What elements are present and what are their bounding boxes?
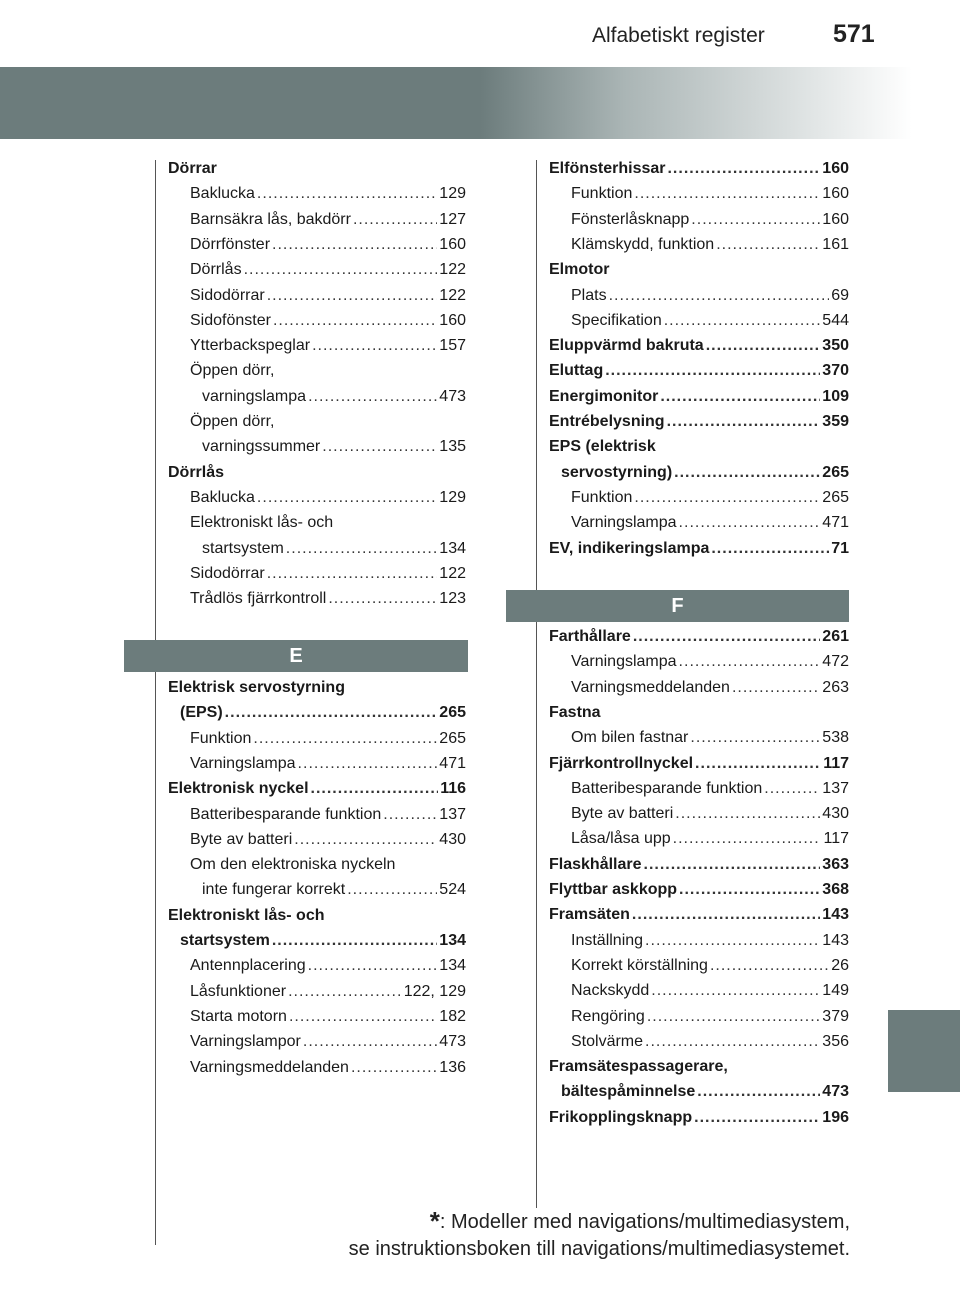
entry-term: Funktion [190,729,252,747]
page-ref: 472 [822,653,849,671]
page-ref: 143 [822,931,849,949]
sub-entry [571,512,849,534]
dot-leader [644,854,821,876]
dot-leader [351,1057,437,1079]
dot-leader [312,335,437,357]
page-ref: 137 [822,779,849,797]
entry-term: Baklucka [190,185,255,203]
page-ref: 370 [822,362,849,380]
page-ref: 430 [439,830,466,848]
page-ref: 160 [822,160,849,177]
sub-entry-lead: Om den elektroniska nyckeln [190,856,396,874]
sub-entry [190,804,466,826]
dot-leader [272,234,437,256]
dot-leader [645,1031,820,1053]
page-ref: 359 [822,413,849,430]
page-number: 571 [833,20,875,48]
page-ref: 69 [831,286,849,304]
footnote-line-2: se instruktionsboken till navigations/multimediasystemet. [348,1238,850,1260]
sub-entry [571,183,849,205]
entry-term: Plats [571,286,607,304]
sub-entry [202,386,466,408]
sub-entry-lead: Elektroniskt lås- och [190,514,334,532]
entry-term: Energimonitor [549,387,659,405]
entry-term: Eluppvärmd bakruta [549,337,704,355]
page-ref: 471 [439,754,466,772]
entry-term: Varningslampa [571,514,677,532]
sub-entry [571,310,849,332]
left-margin-rule [155,160,156,1245]
dot-leader [697,1081,820,1103]
entry-term: Framsäten [549,906,630,924]
entry-term: startsystem [180,932,270,949]
entry-heading: Elektrisk servostyrning [168,679,345,696]
page-ref: 430 [822,805,849,823]
sub-entry [190,753,466,775]
section-title: Alfabetiskt register [592,24,765,47]
sub-entry [202,879,466,901]
sub-entry [571,234,849,256]
sub-entry [571,803,849,825]
sub-entry [202,538,466,560]
dot-leader [764,778,820,800]
page-ref: 160 [822,210,849,228]
dot-leader [647,1006,820,1028]
page-ref: 134 [439,957,466,975]
entry-term: Flyttbar askkopp [549,881,678,898]
page-ref: 123 [439,590,466,608]
page-ref: 127 [439,210,466,228]
dot-leader [675,803,820,825]
dot-leader [286,538,438,560]
dot-leader [695,753,821,775]
page-ref: 143 [822,906,849,924]
entry-term: Dörrlås [190,261,242,279]
dot-leader [609,285,830,307]
sub-entry [190,183,466,205]
page-ref: 26 [831,956,849,974]
page-ref: 265 [822,488,849,506]
entry-term: Sidodörrar [190,286,265,304]
dot-leader [706,335,821,357]
entry-term: Varningsmeddelanden [571,678,730,696]
page-ref: 356 [822,1032,849,1050]
sub-entry [571,828,849,850]
sub-entry [190,1031,466,1053]
sub-entry [190,981,466,1003]
index-entry [561,462,849,484]
page-ref: 157 [439,337,466,355]
sub-entry [190,310,466,332]
dot-leader [732,677,820,699]
dot-leader [690,727,820,749]
entry-term: Specifikation [571,311,662,329]
page-ref: 160 [439,235,466,253]
footnote-line-1 [430,1206,850,1237]
sub-entry [571,778,849,800]
dot-leader [311,778,439,800]
entry-term: Inställning [571,931,644,949]
entry-heading: Fastna [549,703,601,721]
dot-leader [710,955,829,977]
index-entry [549,753,849,775]
dot-leader [267,563,438,585]
dot-leader [308,955,438,977]
index-entry [549,158,849,180]
entry-term: Byte av batteri [571,805,674,823]
index-entry [549,879,849,901]
page-ref: 265 [439,729,466,747]
dot-leader [273,310,437,332]
entry-heading: Elmotor [549,261,610,279]
dot-leader [651,980,820,1002]
sub-entry [190,487,466,509]
entry-term: Eluttag [549,362,604,380]
entry-term: Varningslampa [190,754,296,772]
entry-term: Stolvärme [571,1032,644,1050]
entry-term: Varningslampor [190,1033,301,1051]
index-entry [549,854,849,876]
page-ref: 117 [823,830,849,848]
sub-entry [190,588,466,610]
dot-leader [674,462,820,484]
page-ref: 160 [439,311,466,329]
entry-term: Nackskydd [571,982,650,1000]
dot-leader [303,1031,437,1053]
entry-term: Låsfunktioner [190,982,287,1000]
dot-leader [632,904,820,926]
entry-term: Dörrfönster [190,235,271,253]
index-entry [561,1081,849,1103]
dot-leader [253,728,437,750]
sub-entry [571,930,849,952]
sub-entry [190,234,466,256]
entry-term: Barnsäkra lås, bakdörr [190,210,351,228]
entry-heading: EPS (elektrisk [549,438,656,456]
entry-heading: Dörrar [168,160,217,177]
dot-leader [298,753,438,775]
sub-entry [571,651,849,673]
page-ref: 368 [822,881,849,898]
entry-term: Rengöring [571,1007,645,1025]
page-ref: 161 [822,235,849,253]
section-letter-e: E [124,640,468,672]
page-ref: 149 [822,982,849,1000]
dot-leader [667,158,820,180]
dot-leader [347,879,437,901]
dot-leader [679,879,820,901]
entry-term: Fjärrkontrollnyckel [549,754,694,772]
dot-leader [660,386,820,408]
dot-leader [225,702,438,724]
dot-leader [288,981,402,1003]
entry-term: Klämskydd, funktion [571,235,715,253]
page-ref: 544 [822,311,849,329]
page-ref: 263 [822,678,849,696]
page-ref: 473 [439,387,466,405]
dot-leader [257,183,437,205]
page-ref: 109 [822,387,849,405]
page-ref: 261 [822,628,849,645]
sub-entry [190,209,466,231]
entry-term: Batteribesparande funktion [190,805,382,823]
sub-entry [571,1006,849,1028]
dot-leader [679,512,821,534]
dot-leader [353,209,437,231]
page-ref: 538 [822,729,849,747]
page-ref: 473 [822,1083,849,1101]
entry-term: Låsa/låsa upp [571,830,671,848]
entry-term: Farthållare [549,628,631,645]
dot-leader [679,651,821,673]
entry-heading: Dörrlås [168,463,225,481]
dot-leader [244,259,438,281]
page-ref: 363 [822,855,849,873]
entry-heading: Elektroniskt lås- och [168,906,325,924]
page-ref: 160 [822,185,849,203]
page-ref: 135 [439,438,466,456]
page-ref: 350 [822,337,849,355]
entry-term: Fönsterlåsknapp [571,210,690,228]
column-divider [536,160,537,1208]
page-ref: 196 [822,1108,849,1126]
dot-leader [634,183,820,205]
index-entry [549,904,849,926]
page-ref: 524 [439,881,466,899]
dot-leader [383,804,437,826]
page-ref: 137 [439,805,466,823]
page-ref: 122 [439,261,466,279]
index-entry [549,1107,849,1129]
sub-entry-lead: Öppen dörr, [190,413,275,430]
footnote-marker: * [429,1206,440,1236]
dot-leader [645,930,820,952]
entry-term: Starta motorn [190,1007,287,1025]
page-ref: 265 [822,463,849,481]
dot-leader [272,930,437,952]
page-ref: 473 [439,1033,466,1051]
dot-leader [667,411,821,433]
index-entry [549,411,849,433]
header-banner [0,67,960,139]
dot-leader [694,1107,820,1129]
entry-term: Entrébelysning [549,413,665,430]
entry-term: servostyrning) [561,463,673,481]
page-ref: 122 [439,286,466,304]
dot-leader [664,310,821,332]
entry-term: Ytterbackspeglar [190,337,311,355]
index-entry [180,930,466,952]
index-entry [549,626,849,648]
index-entry [549,386,849,408]
dot-leader [289,1006,437,1028]
dot-leader [322,436,437,458]
entry-term: bältespåminnelse [561,1083,696,1101]
entry-term: Varningslampa [571,653,677,671]
footnote-text-1: : Modeller med navigations/multimediasystem, [439,1211,850,1233]
entry-term: Flaskhållare [549,855,642,873]
sub-entry [190,335,466,357]
index-entry [549,335,849,357]
entry-term: Elektronisk nyckel [168,780,309,798]
sub-entry [571,980,849,1002]
page-ref: 117 [823,754,849,772]
dot-leader [267,285,438,307]
entry-term: Varningsmeddelanden [190,1058,349,1076]
sub-entry [190,1006,466,1028]
index-entry [549,360,849,382]
dot-leader [673,828,822,850]
entry-term: Sidodörrar [190,564,265,582]
index-entry [549,538,849,560]
page-ref: 129 [439,185,466,203]
page-ref: 122, 129 [403,982,466,1000]
sub-entry [190,1057,466,1079]
entry-term: Trådlös fjärrkontroll [190,590,327,608]
sub-entry [190,563,466,585]
sub-entry [571,955,849,977]
entry-heading: Framsätespassagerare, [549,1058,728,1076]
entry-term: Antennplacering [190,957,306,975]
entry-term: EV, indikeringslampa [549,539,710,557]
sub-entry [571,727,849,749]
chapter-tab [888,1010,960,1092]
sub-entry [571,285,849,307]
entry-term: Funktion [571,185,633,203]
entry-term: Baklucka [190,488,255,506]
dot-leader [605,360,820,382]
page-ref: 129 [439,488,466,506]
entry-term: (EPS) [180,704,223,722]
page-ref: 136 [439,1058,466,1076]
index-entry [180,702,466,724]
page-ref: 379 [822,1007,849,1025]
entry-term: Frikopplingsknapp [549,1108,693,1126]
page-ref: 134 [439,932,466,949]
entry-term: Korrekt körställning [571,956,708,974]
page-ref: 122 [439,564,466,582]
dot-leader [633,626,820,648]
page-ref: 471 [822,514,849,532]
page-ref: 182 [439,1007,466,1025]
entry-term: varningssummer [202,438,321,456]
entry-term: Om bilen fastnar [571,729,689,747]
entry-term: inte fungerar korrekt [202,881,346,899]
sub-entry [190,285,466,307]
dot-leader [711,538,829,560]
sub-entry [190,829,466,851]
entry-term: Elfönsterhissar [549,160,666,177]
page-ref: 71 [831,539,849,557]
sub-entry [571,209,849,231]
dot-leader [328,588,437,610]
sub-entry [571,487,849,509]
sub-entry [190,728,466,750]
dot-leader [691,209,820,231]
entry-term: varningslampa [202,387,307,405]
dot-leader [308,386,437,408]
sub-entry [202,436,466,458]
page-ref: 116 [440,780,466,798]
entry-term: Byte av batteri [190,830,293,848]
dot-leader [257,487,437,509]
sub-entry [571,1031,849,1053]
page-ref: 265 [439,704,466,722]
dot-leader [294,829,437,851]
page-ref: 134 [439,539,466,557]
dot-leader [716,234,820,256]
dot-leader [634,487,820,509]
entry-term: Sidofönster [190,311,271,329]
index-entry [168,778,466,800]
sub-entry [571,677,849,699]
entry-term: Batteribesparande funktion [571,779,763,797]
sub-entry-lead: Öppen dörr, [190,362,275,380]
sub-entry [190,259,466,281]
section-letter-f: F [506,590,849,622]
sub-entry [190,955,466,977]
entry-term: Funktion [571,488,633,506]
entry-term: startsystem [202,539,284,557]
